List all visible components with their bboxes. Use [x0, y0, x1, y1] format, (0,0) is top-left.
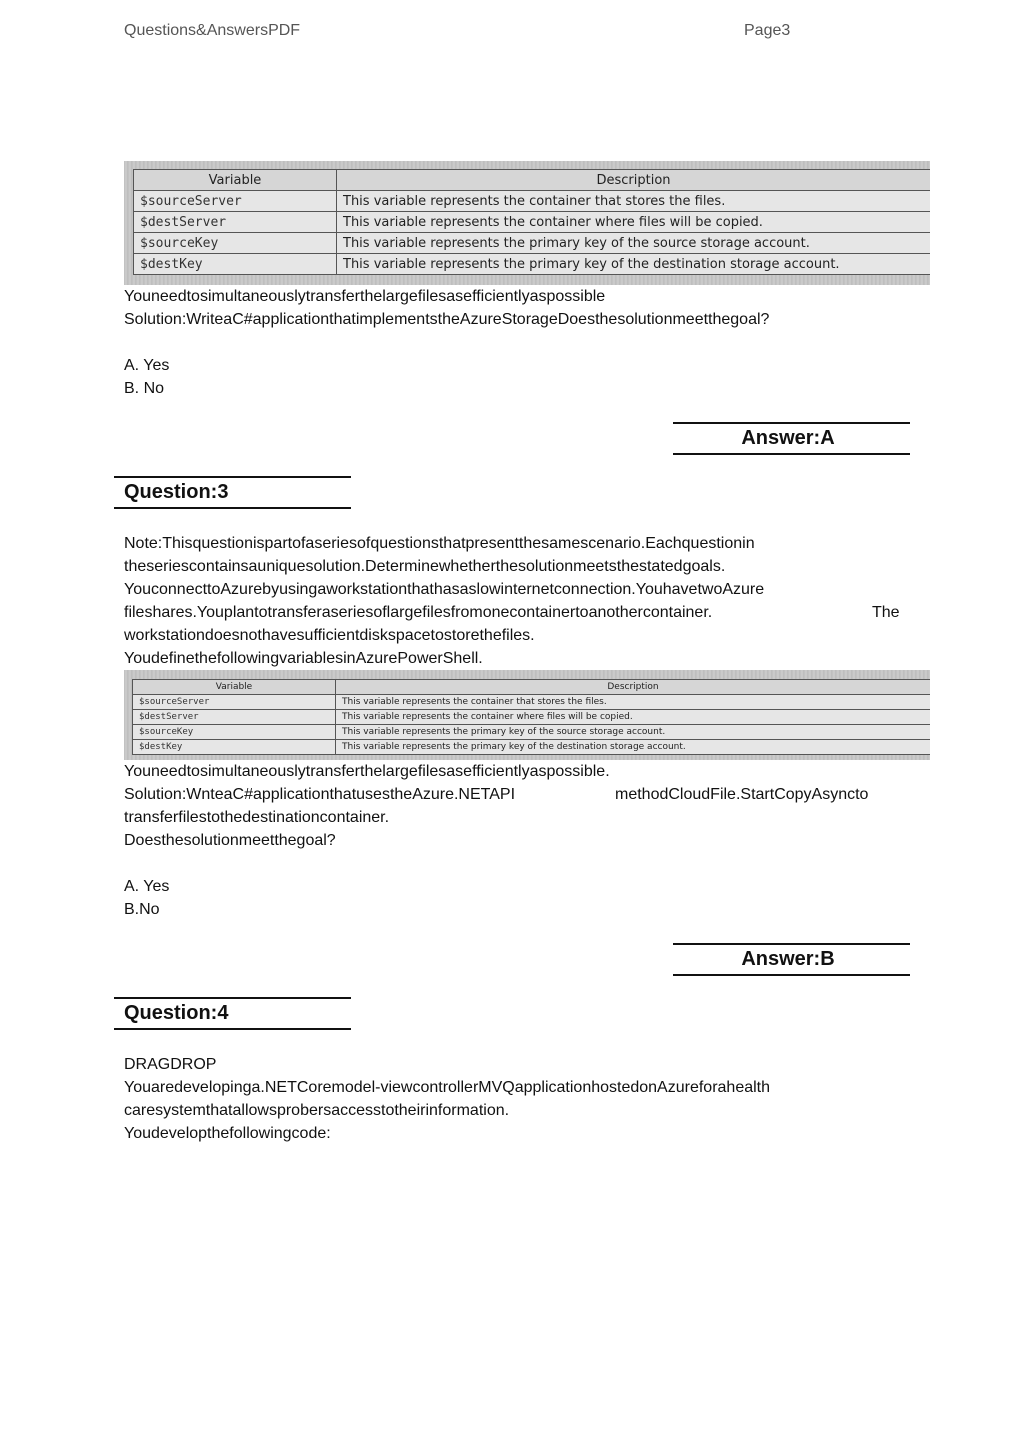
q4-scenario-line-2: caresystemthatallowsprobersaccesstotheirinformation.	[124, 1102, 510, 1119]
description-cell: This variable represents the container that stores the files.	[337, 191, 931, 212]
variable-cell: $sourceKey	[134, 233, 337, 254]
question-rule-bottom	[114, 1028, 351, 1030]
table-header-variable: Variable	[134, 170, 337, 191]
q3-scenario-line-2: fileshares.Youplantotransferaseriesoflargefilesfromonecontainertoanothercontainer.	[124, 604, 713, 621]
q3-requirement: Youneedtosimultaneouslytransferthelargefilesasefficientlyaspossible.	[124, 763, 610, 780]
answer-rule-top	[673, 943, 910, 945]
q3-question: Doesthesolutionmeetthegoal?	[124, 832, 336, 849]
page-number: Page3	[744, 22, 791, 39]
q2-option-b: B. No	[124, 380, 165, 397]
variable-cell: $destServer	[134, 212, 337, 233]
table-row	[133, 695, 931, 710]
q2-requirement: Youneedtosimultaneouslytransferthelargefilesasefficientlyaspossible	[124, 288, 606, 305]
q3-solution-line-1-end: methodCloudFile.StartCopyAsyncto	[615, 786, 869, 803]
table-row	[133, 710, 931, 725]
q4-scenario-line-1: Youaredevelopinga.NETCoremodel-viewcontrollerMVQapplicationhostedonAzureforahealth	[124, 1079, 771, 1096]
variables-table-image	[124, 670, 930, 760]
table-header-description: Description	[337, 170, 931, 191]
answer-rule-bottom	[673, 453, 910, 455]
q3-option-a: A. Yes	[124, 878, 170, 895]
table-row	[134, 191, 931, 212]
q2-option-a: A. Yes	[124, 357, 170, 374]
variable-cell: $sourceServer	[134, 191, 337, 212]
q3-scenario-line-1: YouconnecttoAzurebyusingaworkstationthathasaslowinternetconnection.YouhavetwoAzure	[124, 581, 765, 598]
q3-scenario-line-2-end: The	[872, 604, 900, 621]
q3-title: Question:3	[124, 481, 229, 503]
table-header-variable: Variable	[133, 680, 336, 695]
q3-solution-line-2: transferfilestothedestinationcontainer.	[124, 809, 390, 826]
description-cell: This variable represents the container that stores the files.	[336, 695, 931, 710]
table-row	[134, 254, 931, 275]
description-cell: This variable represents the primary key of the source storage account.	[337, 233, 931, 254]
variable-cell: $destServer	[133, 710, 336, 725]
q3-option-b: B.No	[124, 901, 160, 918]
table-row	[134, 233, 931, 254]
description-cell: This variable represents the container where files will be copied.	[336, 710, 931, 725]
variable-cell: $sourceServer	[133, 695, 336, 710]
page-header-title: Questions&AnswersPDF	[124, 22, 301, 39]
q3-scenario-line-3: workstationdoesnothavesufficientdiskspacetostorethefiles.	[124, 627, 535, 644]
variables-table	[132, 679, 930, 755]
variables-table-image	[124, 161, 930, 285]
answer-rule-top	[673, 422, 910, 424]
table-header-description: Description	[336, 680, 931, 695]
q3-scenario-line-4: YoudefinethefollowingvariablesinAzurePowerShell.	[124, 650, 483, 667]
variable-cell: $destKey	[133, 740, 336, 755]
q3-answer: Answer:B	[741, 948, 835, 970]
q3-solution-line-1: Solution:WnteaC#applicationthatusestheAzure.NETAPI	[124, 786, 516, 803]
description-cell: This variable represents the primary key of the destination storage account.	[336, 740, 931, 755]
q4-scenario-line-3: Youdevelopthefollowingcode:	[124, 1125, 331, 1142]
table-row	[133, 740, 931, 755]
q4-type: DRAGDROP	[124, 1056, 217, 1073]
question-rule-top	[114, 997, 351, 999]
question-rule-bottom	[114, 507, 351, 509]
variable-cell: $sourceKey	[133, 725, 336, 740]
q4-title: Question:4	[124, 1002, 229, 1024]
q3-note-line-1: Note:Thisquestionispartofaseriesofquestionsthatpresentthesamescenario.Eachquestionin	[124, 535, 755, 552]
table-row	[134, 212, 931, 233]
question-rule-top	[114, 476, 351, 478]
variables-table	[133, 169, 930, 275]
q2-solution: Solution:WriteaC#applicationthatimplementstheAzureStorageDoesthesolutionmeetthegoal?	[124, 311, 770, 328]
variable-cell: $destKey	[134, 254, 337, 275]
answer-rule-bottom	[673, 974, 910, 976]
description-cell: This variable represents the primary key of the source storage account.	[336, 725, 931, 740]
q2-answer: Answer:A	[741, 427, 835, 449]
description-cell: This variable represents the container where files will be copied.	[337, 212, 931, 233]
q3-note-line-2: theseriescontainsauniquesolution.Determinewhetherthesolutionmeetsthestatedgoals.	[124, 558, 726, 575]
description-cell: This variable represents the primary key of the destination storage account.	[337, 254, 931, 275]
table-row	[133, 725, 931, 740]
